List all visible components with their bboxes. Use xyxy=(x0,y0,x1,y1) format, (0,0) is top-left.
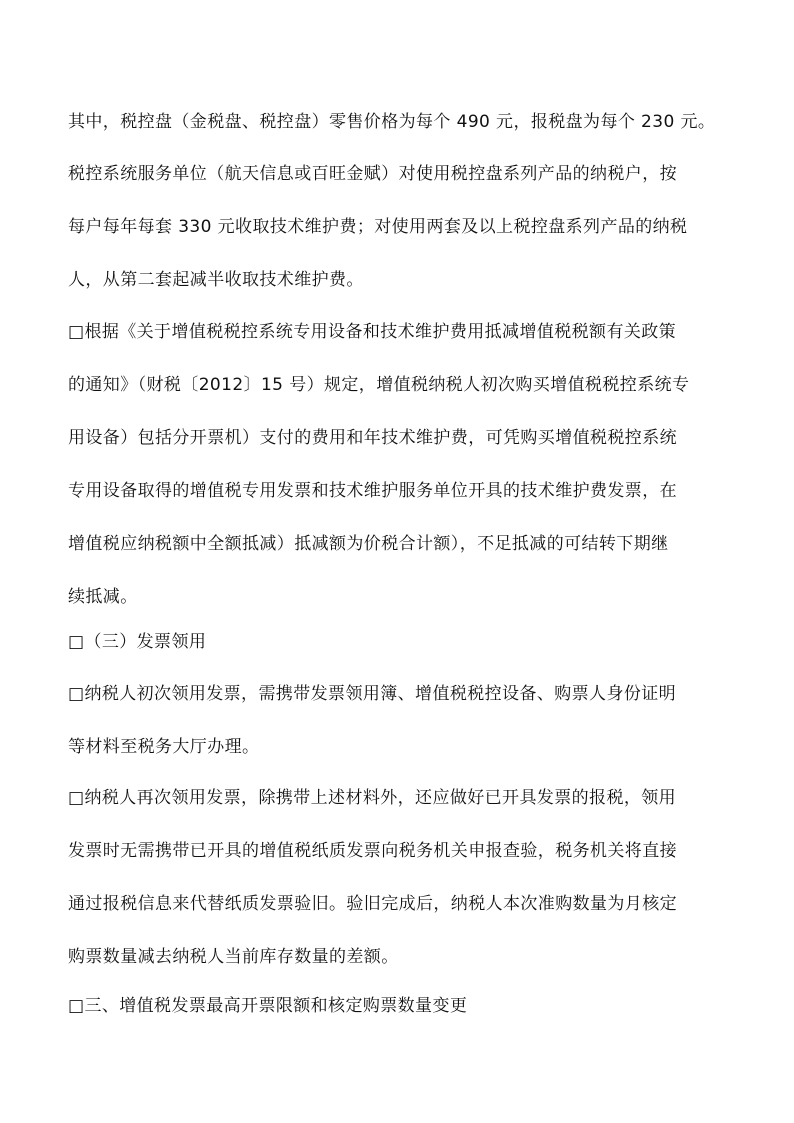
text-line: □（三）发票领用 xyxy=(68,632,207,652)
text-line: □根据《关于增值税税控系统专用设备和技术维护费用抵减增值税税额有关政策 xyxy=(68,322,677,342)
paragraph-first-collection xyxy=(68,668,740,774)
text-line: □纳税人初次领用发票，需携带发票领用簿、增值税税控设备、购票人身份证明 xyxy=(68,684,677,704)
text-line: 续抵减。 xyxy=(68,587,138,607)
text-line: 购票数量减去纳税人当前库存数量的差额。 xyxy=(68,947,399,967)
text-line: 专用设备取得的增值税专用发票和技术维护服务单位开具的技术维护费发票，在 xyxy=(68,481,677,501)
text-line: □三、增值税发票最高开票限额和核定购票数量变更 xyxy=(68,996,468,1016)
paragraph-repeat-collection xyxy=(68,772,740,984)
text-line: 的通知》（财税〔2012〕15 号）规定，增值税纳税人初次购买增值税税控系统专 xyxy=(68,375,690,395)
text-line: 通过报税信息来代替纸质发票验旧。验旧完成后，纳税人本次准购数量为月核定 xyxy=(68,894,677,914)
text-line: 其中，税控盘（金税盘、税控盘）零售价格为每个 490 元，报税盘为每个 230 元。 xyxy=(68,112,716,132)
text-line: 发票时无需携带已开具的增值税纸质发票向税务机关申报查验，税务机关将直接 xyxy=(68,841,677,861)
paragraph-deduction-policy xyxy=(68,306,740,624)
text-line: 用设备）包括分开票机）支付的费用和年技术维护费，可凭购买增值税税控系统 xyxy=(68,428,677,448)
section-heading-limit-change xyxy=(68,980,740,1033)
paragraph-maintenance-fee xyxy=(68,148,740,307)
text-line: 人，从第二套起减半收取技术维护费。 xyxy=(68,270,364,290)
section-heading-invoice-collection xyxy=(68,616,740,669)
text-line: 增值税应纳税额中全额抵减）抵减额为价税合计额），不足抵减的可结转下期继 xyxy=(68,534,669,554)
text-line: 每户每年每套 330 元收取技术维护费；对使用两套及以上税控盘系列产品的纳税 xyxy=(68,217,688,237)
text-line: □纳税人再次领用发票，除携带上述材料外，还应做好已开具发票的报税，领用 xyxy=(68,788,677,808)
paragraph-price xyxy=(68,96,740,149)
text-line: 税控系统服务单位（航天信息或百旺金赋）对使用税控盘系列产品的纳税户，按 xyxy=(68,164,677,184)
text-line: 等材料至税务大厅办理。 xyxy=(68,737,260,757)
